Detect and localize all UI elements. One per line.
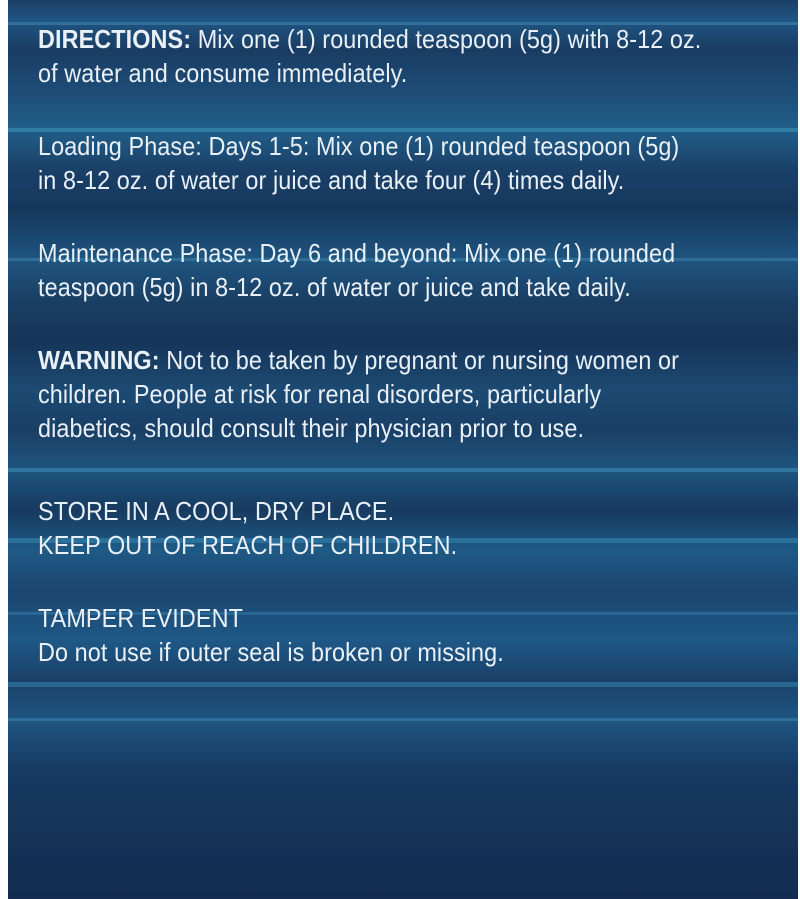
directions-label: DIRECTIONS: xyxy=(38,24,192,54)
directions-text: Mix one (1) rounded teaspoon (5g) with 8-12 oz. of water and consume immediately. xyxy=(38,24,702,88)
warning-label: WARNING: xyxy=(38,345,160,375)
tamper-paragraph xyxy=(38,601,704,669)
loading-phase-paragraph: Loading Phase: Days 1-5: Mix one (1) rounded teaspoon (5g) in 8-12 oz. of water or juice and take four (4) times daily. xyxy=(38,131,680,195)
light-streak xyxy=(8,682,798,687)
light-streak xyxy=(8,718,798,721)
light-streak xyxy=(8,468,798,472)
tamper-title: TAMPER EVIDENT xyxy=(38,603,243,633)
storage-line-2: KEEP OUT OF REACH OF CHILDREN. xyxy=(38,530,458,560)
warning-paragraph xyxy=(38,343,704,445)
tamper-text: Do not use if outer seal is broken or missing. xyxy=(38,637,504,667)
label-panel xyxy=(8,0,798,899)
warning-text: Not to be taken by pregnant or nursing women or children. People at risk for renal disorders, particularly diabetics, should consult their physician prior to use. xyxy=(38,345,680,443)
storage-line-1: STORE IN A COOL, DRY PLACE. xyxy=(38,496,395,526)
directions-paragraph xyxy=(38,22,704,90)
storage-paragraph xyxy=(38,494,704,562)
maintenance-phase-paragraph: Maintenance Phase: Day 6 and beyond: Mix one (1) rounded teaspoon (5g) in 8-12 oz. of water or juice and take daily. xyxy=(38,238,676,302)
